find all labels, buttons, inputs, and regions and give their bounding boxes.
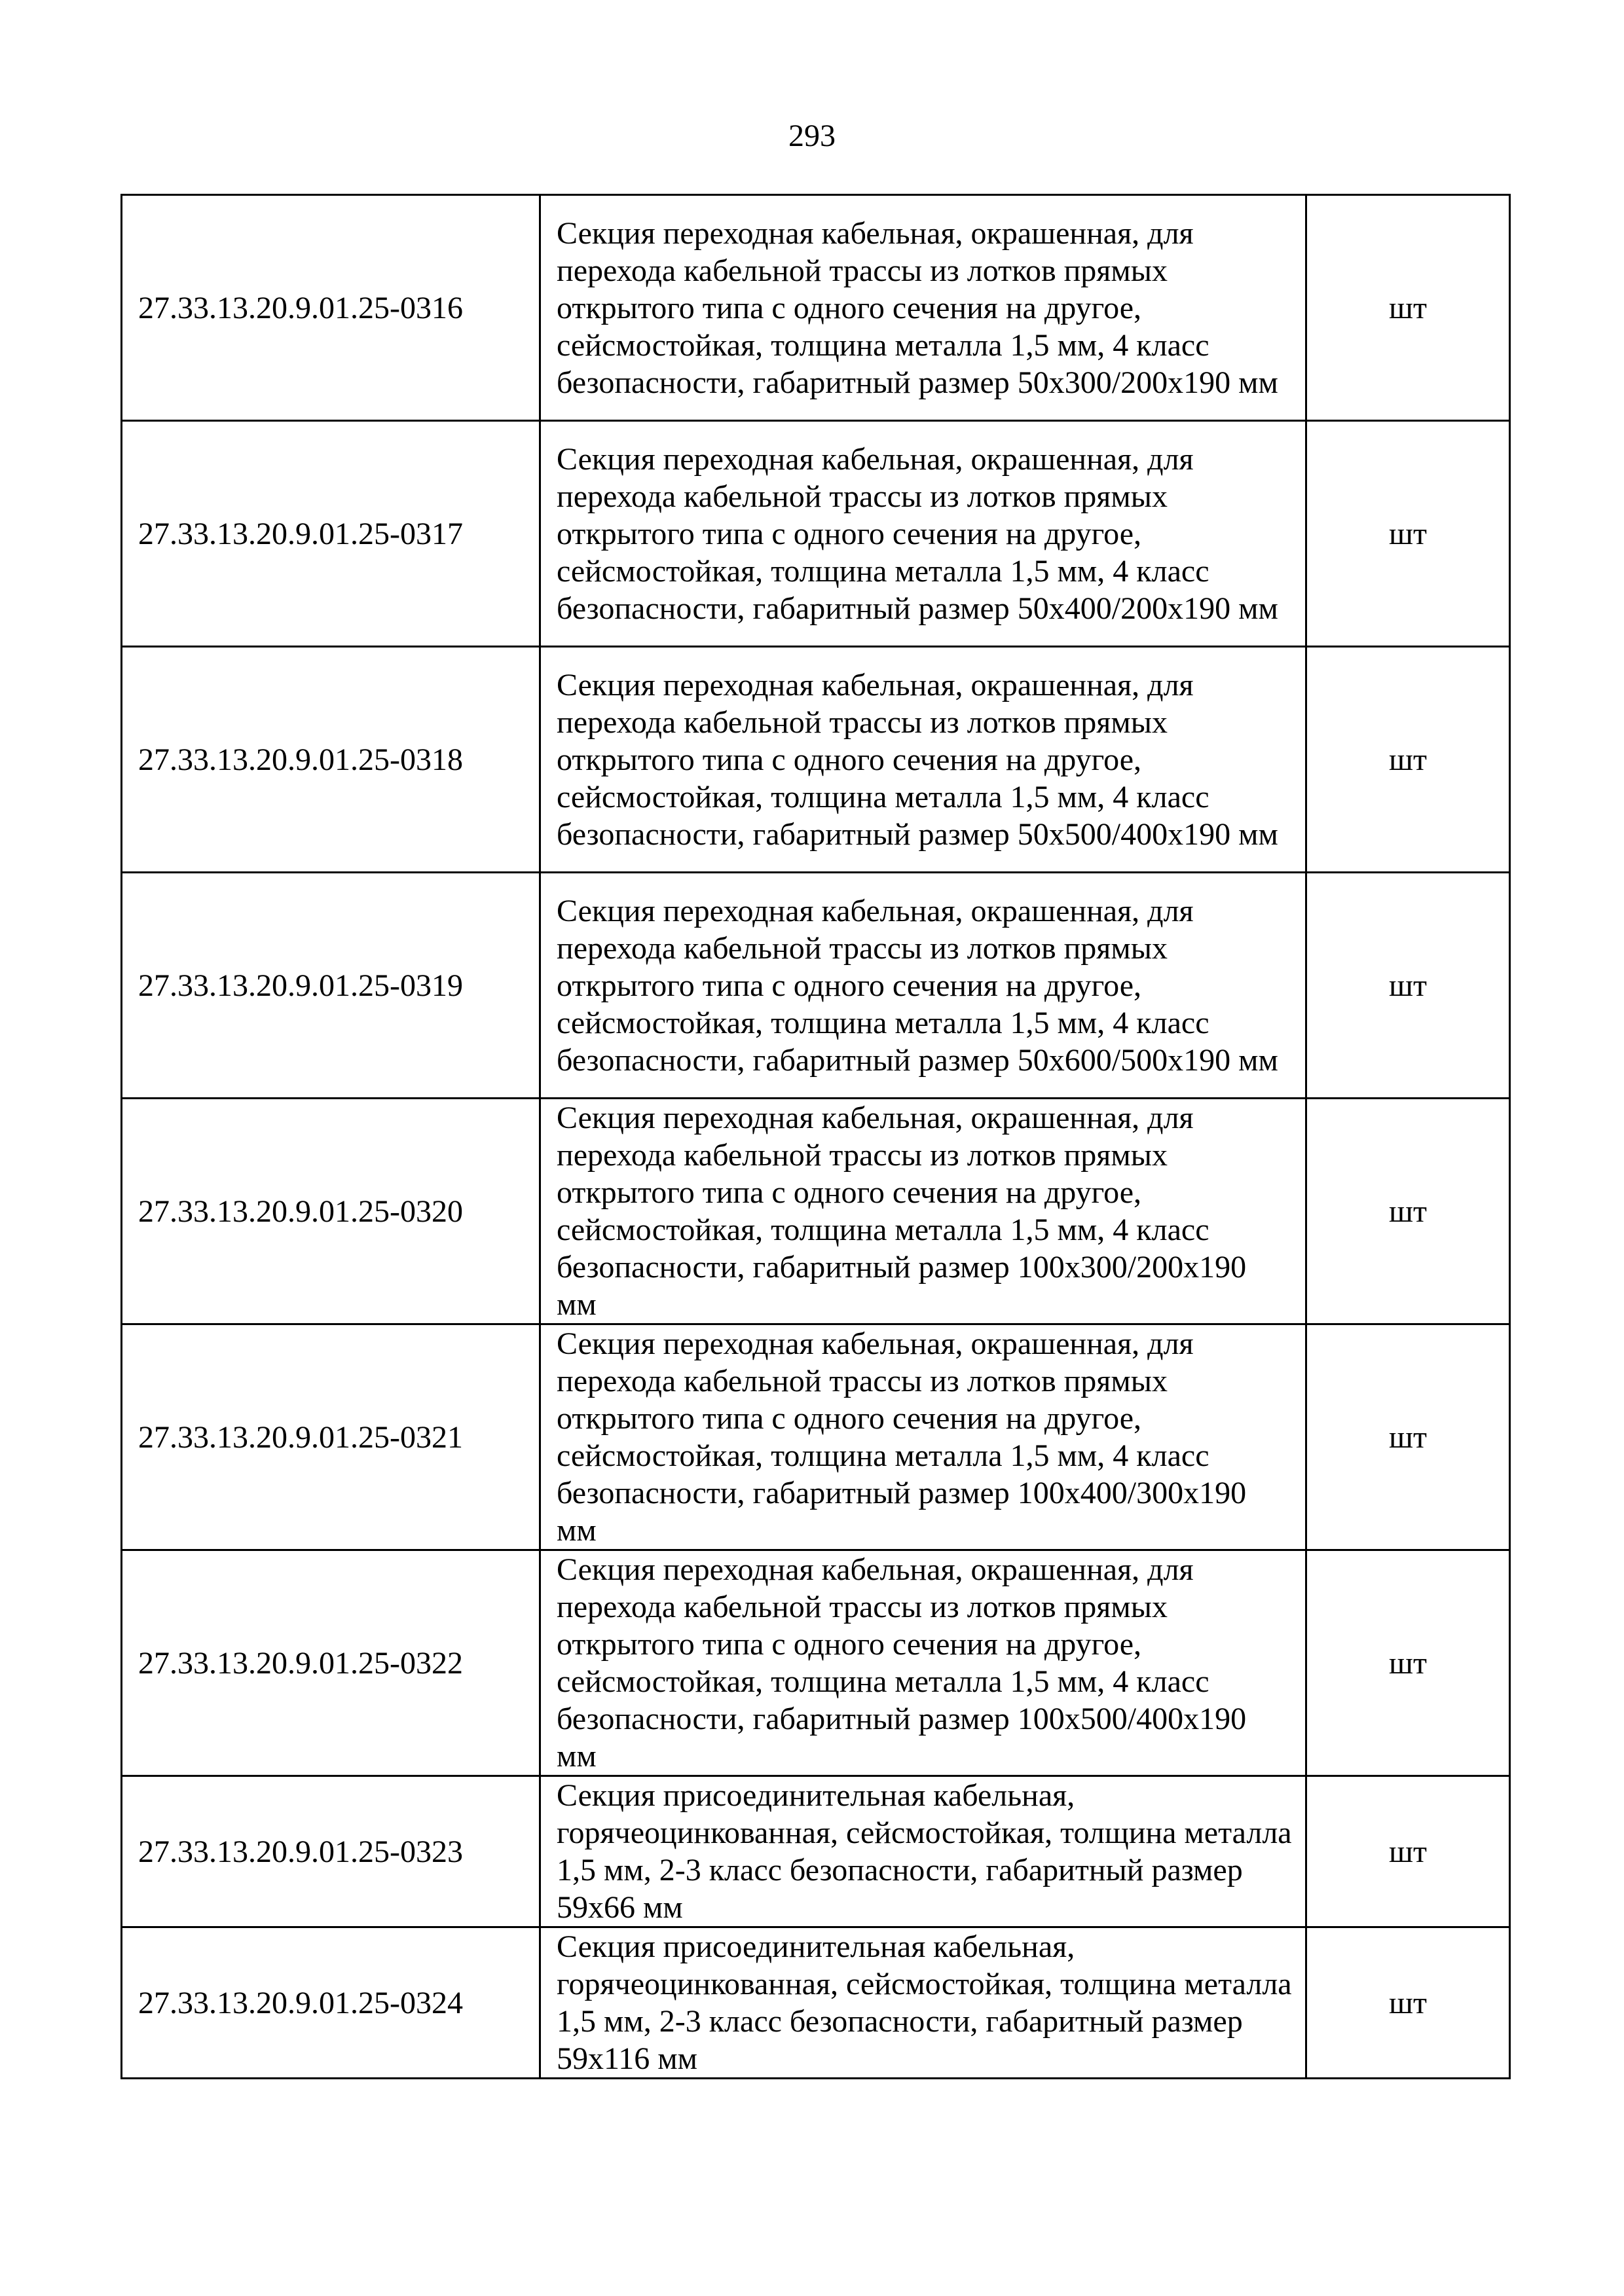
table-row xyxy=(122,647,1510,873)
item-unit: шт xyxy=(1306,1324,1510,1550)
item-description: Секция переходная кабельная, окрашенная, для перехода кабельной трассы из лотков прямых открытого типа с одного сечения на другое, сейсмостойкая, толщина металла 1,5 мм, 4 класс безопасности, габаритный размер 50х300/200х190 мм xyxy=(540,195,1306,421)
item-unit: шт xyxy=(1306,1927,1510,2079)
item-unit: шт xyxy=(1306,1099,1510,1324)
item-code: 27.33.13.20.9.01.25-0321 xyxy=(122,1324,540,1550)
item-code: 27.33.13.20.9.01.25-0324 xyxy=(122,1927,540,2079)
item-description: Секция переходная кабельная, окрашенная, для перехода кабельной трассы из лотков прямых открытого типа с одного сечения на другое, сейсмостойкая, толщина металла 1,5 мм, 4 класс безопасности, габаритный размер 50х400/200х190 мм xyxy=(540,421,1306,647)
item-unit: шт xyxy=(1306,195,1510,421)
specification-table xyxy=(120,194,1511,2079)
item-unit: шт xyxy=(1306,873,1510,1099)
item-description: Секция переходная кабельная, окрашенная, для перехода кабельной трассы из лотков прямых открытого типа с одного сечения на другое, сейсмостойкая, толщина металла 1,5 мм, 4 класс безопасности, габаритный размер 100х400/300х190 мм xyxy=(540,1324,1306,1550)
item-unit: шт xyxy=(1306,421,1510,647)
item-code: 27.33.13.20.9.01.25-0317 xyxy=(122,421,540,647)
item-description: Секция присоединительная кабельная, горячеоцинкованная, сейсмостойкая, толщина металла 1,5 мм, 2-3 класс безопасности, габаритный размер 59х116 мм xyxy=(540,1927,1306,2079)
item-unit: шт xyxy=(1306,1550,1510,1776)
item-unit: шт xyxy=(1306,1776,1510,1927)
table-row xyxy=(122,421,1510,647)
page-number: 293 xyxy=(788,118,836,153)
item-description: Секция переходная кабельная, окрашенная, для перехода кабельной трассы из лотков прямых открытого типа с одного сечения на другое, сейсмостойкая, толщина металла 1,5 мм, 4 класс безопасности, габаритный размер 100х500/400х190 мм xyxy=(540,1550,1306,1776)
table-row xyxy=(122,1324,1510,1550)
table-row xyxy=(122,1927,1510,2079)
item-code: 27.33.13.20.9.01.25-0322 xyxy=(122,1550,540,1776)
table-row xyxy=(122,1776,1510,1927)
table-row xyxy=(122,1099,1510,1324)
table-row xyxy=(122,195,1510,421)
table-row xyxy=(122,1550,1510,1776)
item-code: 27.33.13.20.9.01.25-0320 xyxy=(122,1099,540,1324)
item-description: Секция присоединительная кабельная, горячеоцинкованная, сейсмостойкая, толщина металла 1,5 мм, 2-3 класс безопасности, габаритный размер 59х66 мм xyxy=(540,1776,1306,1927)
item-code: 27.33.13.20.9.01.25-0319 xyxy=(122,873,540,1099)
item-code: 27.33.13.20.9.01.25-0323 xyxy=(122,1776,540,1927)
item-description: Секция переходная кабельная, окрашенная, для перехода кабельной трассы из лотков прямых открытого типа с одного сечения на другое, сейсмостойкая, толщина металла 1,5 мм, 4 класс безопасности, габаритный размер 100х300/200х190 мм xyxy=(540,1099,1306,1324)
table-row xyxy=(122,873,1510,1099)
item-code: 27.33.13.20.9.01.25-0318 xyxy=(122,647,540,873)
item-description: Секция переходная кабельная, окрашенная, для перехода кабельной трассы из лотков прямых открытого типа с одного сечения на другое, сейсмостойкая, толщина металла 1,5 мм, 4 класс безопасности, габаритный размер 50х500/400х190 мм xyxy=(540,647,1306,873)
item-unit: шт xyxy=(1306,647,1510,873)
item-code: 27.33.13.20.9.01.25-0316 xyxy=(122,195,540,421)
item-description: Секция переходная кабельная, окрашенная, для перехода кабельной трассы из лотков прямых открытого типа с одного сечения на другое, сейсмостойкая, толщина металла 1,5 мм, 4 класс безопасности, габаритный размер 50х600/500х190 мм xyxy=(540,873,1306,1099)
